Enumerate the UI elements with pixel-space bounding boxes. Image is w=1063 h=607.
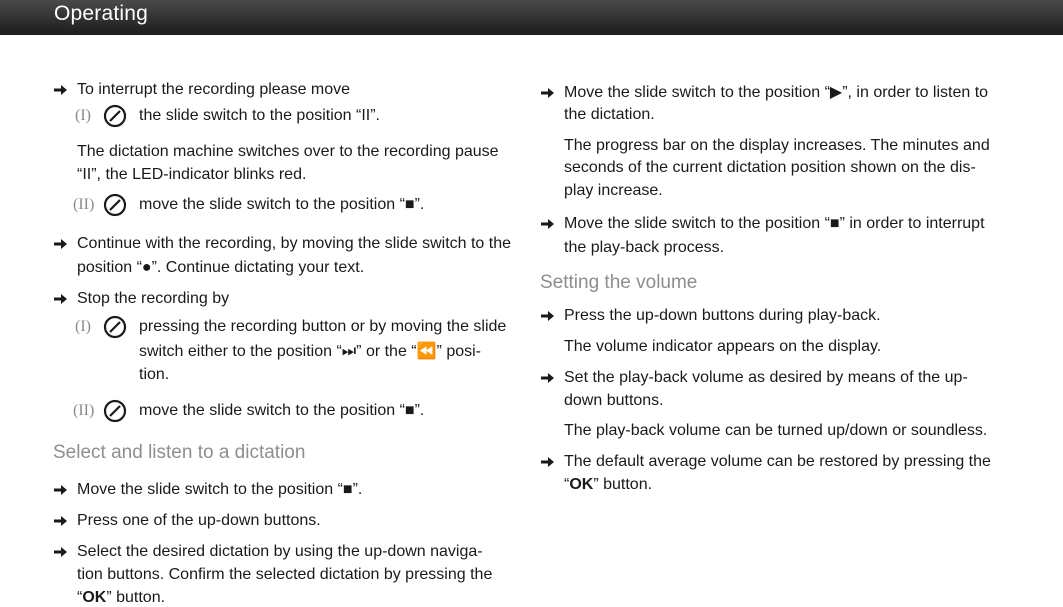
select-step-3-line: “OK” button.: [77, 589, 166, 606]
progress-note-line: The progress bar on the display increases. The minutes and: [564, 137, 990, 154]
stop-step-i-line: tion.: [139, 366, 170, 383]
continue-line: position “●”. Continue dictating your text.: [77, 259, 365, 276]
ok-label: OK: [82, 589, 107, 606]
progress-note-line: seconds of the current dictation position shown on the dis-: [564, 159, 976, 176]
circle-slash-icon: [103, 193, 127, 217]
arrow-bullet-icon: [541, 372, 555, 384]
arrow-bullet-icon: [54, 546, 68, 558]
page-title: Operating: [54, 2, 149, 25]
interrupt-note-line: The dictation machine switches over to the recording pause: [77, 143, 499, 160]
step-label-i: (I): [75, 318, 91, 335]
circle-slash-icon: [103, 315, 127, 339]
stop-intro: Stop the recording by: [77, 290, 230, 307]
step-label-i: (I): [75, 107, 91, 124]
stop-step-i-line: switch either to the position “⏭” or the “⏪” posi-: [139, 343, 482, 360]
continue-line: Continue with the recording, by moving the slide switch to the: [77, 235, 512, 252]
interrupt-intro: To interrupt the recording please move: [77, 81, 351, 98]
arrow-bullet-icon: [541, 456, 555, 468]
select-step-1: Move the slide switch to the position “■”.: [77, 481, 363, 498]
arrow-bullet-icon: [54, 293, 68, 305]
select-step-3-line: tion buttons. Confirm the selected dictation by pressing the: [77, 566, 493, 583]
progress-note-line: play increase.: [564, 182, 663, 199]
section-heading-volume: Setting the volume: [540, 272, 698, 293]
arrow-bullet-icon: [541, 218, 555, 230]
circle-slash-icon: [103, 104, 127, 128]
stop-play-line: the play-back process.: [564, 239, 725, 256]
arrow-bullet-icon: [541, 87, 555, 99]
volume-step-3-line: “OK” button.: [564, 476, 653, 493]
arrow-bullet-icon: [541, 310, 555, 322]
volume-note-2: The play-back volume can be turned up/down or soundless.: [564, 422, 988, 439]
stop-play-line: Move the slide switch to the position “■” in order to interrupt: [564, 215, 985, 232]
volume-step-3-line: The default average volume can be restored by pressing the: [564, 453, 991, 470]
interrupt-step-i: the slide switch to the position “II”.: [139, 107, 380, 124]
volume-step-2-line: Set the play-back volume as desired by means of the up-: [564, 369, 968, 386]
arrow-bullet-icon: [54, 84, 68, 96]
volume-note-1: The volume indicator appears on the display.: [564, 338, 882, 355]
section-heading-select: Select and listen to a dictation: [53, 442, 306, 463]
stop-step-i-line: pressing the recording button or by moving the slide: [139, 318, 507, 335]
circle-slash-icon: [103, 399, 127, 423]
page-header: [0, 0, 1063, 35]
play-step-line: Move the slide switch to the position “▶”, in order to listen to: [564, 84, 989, 101]
step-label-ii: (II): [73, 402, 95, 419]
play-step-line: the dictation.: [564, 106, 655, 123]
interrupt-step-ii: move the slide switch to the position “■”.: [139, 196, 425, 213]
volume-step-1: Press the up-down buttons during play-back.: [564, 307, 881, 324]
interrupt-note-line: “II”, the LED-indicator blinks red.: [77, 166, 307, 183]
stop-step-ii: move the slide switch to the position “■”.: [139, 402, 425, 419]
step-label-ii: (II): [73, 196, 95, 213]
select-step-3-line: Select the desired dictation by using the up-down naviga-: [77, 543, 483, 560]
arrow-bullet-icon: [54, 515, 68, 527]
select-step-2: Press one of the up-down buttons.: [77, 512, 321, 529]
arrow-bullet-icon: [54, 484, 68, 496]
volume-step-2-line: down buttons.: [564, 392, 664, 409]
arrow-bullet-icon: [54, 238, 68, 250]
ok-label: OK: [569, 476, 594, 493]
